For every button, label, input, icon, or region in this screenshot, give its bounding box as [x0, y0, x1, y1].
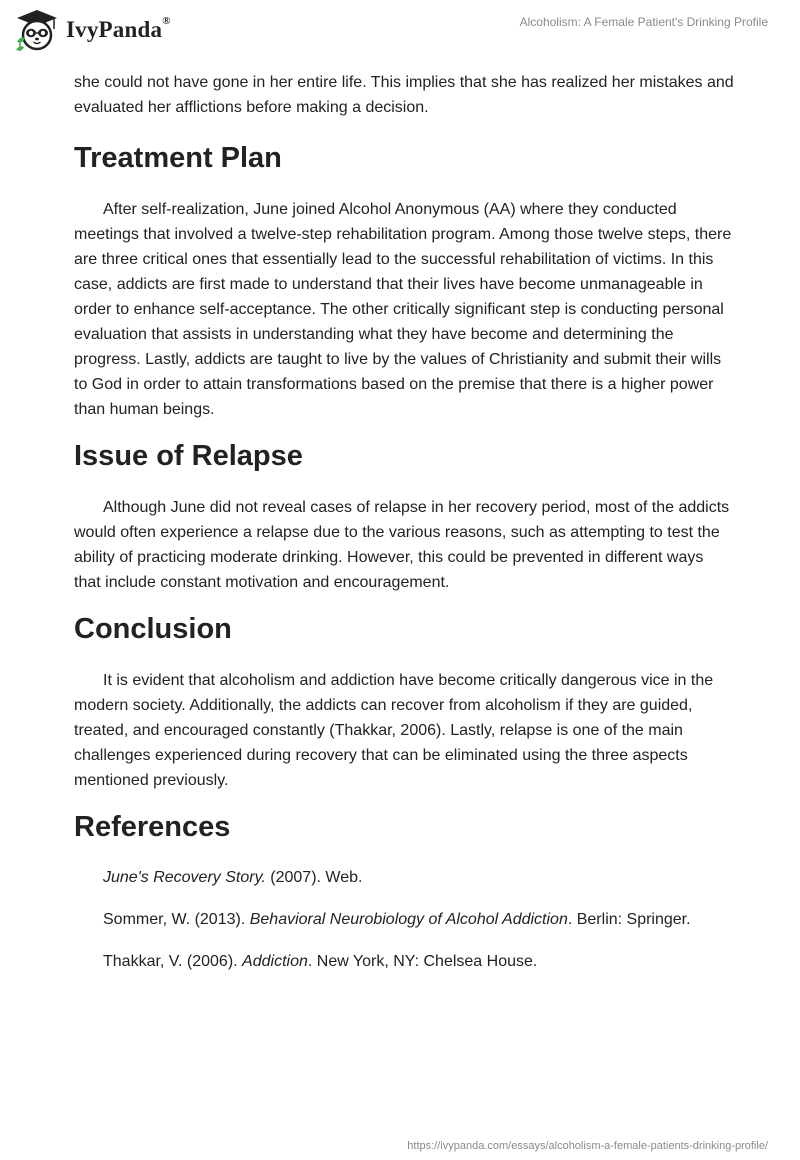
reference-author: Sommer, W. (2013).: [103, 911, 250, 928]
brand-text: IvyPanda: [66, 17, 163, 42]
section-heading-conclusion: Conclusion: [74, 613, 232, 645]
registered-mark: ®: [162, 15, 171, 27]
reference-item: [74, 907, 734, 932]
panda-graduate-icon: [14, 8, 60, 52]
conclusion-paragraph: It is evident that alcoholism and addiction have become critically dangerous vice in the modern society. Additionally, the addicts can recover from alcoholism if they are guided, treated, and encouraged constantly (Thakkar, 2006). Lastly, relapse is one of the main challenges experienced during recovery that can be eliminated using the three aspects mentioned previously.: [74, 672, 714, 789]
reference-details: . New York, NY: Chelsea House.: [307, 953, 538, 970]
ivypanda-logo[interactable]: [14, 8, 171, 52]
section-heading-references: References: [74, 811, 231, 843]
section-heading-treatment-plan: Treatment Plan: [74, 142, 282, 174]
document-title: Alcoholism: A Female Patient's Drinking Profile: [519, 15, 768, 29]
reference-item: [74, 949, 734, 974]
section-heading-issue-of-relapse: Issue of Relapse: [74, 440, 303, 472]
reference-title: June's Recovery Story.: [103, 869, 266, 886]
source-url-link[interactable]: https://ivypanda.com/essays/alcoholism-a-female-patients-drinking-profile/: [407, 1140, 768, 1152]
treatment-plan-paragraph: After self-realization, June joined Alcohol Anonymous (AA) where they conducted meetings that involved a twelve-step rehabilitation program. Among those twelve steps, there are three critical ones that essentially lead to the successful rehabilitation of victims. In this case, addicts are first made to understand that their lives have become unmanageable in order to enhance self-acceptance. The other critically significant step is conducting personal evaluation that assists in understanding what they have become and determining the progress. Lastly, addicts are taught to live by the values of Christianity and submit their wills to God in order to attain transformations based on the premise that there is a higher power than human beings.: [74, 201, 732, 418]
reference-title: Behavioral Neurobiology of Alcohol Addiction: [249, 911, 568, 928]
relapse-paragraph: Although June did not reveal cases of relapse in her recovery period, most of the addicts would often experience a relapse due to the various reasons, such as attempting to test the ability of practicing moderate drinking. However, this could be prevented in different ways that include constant motivation and encouragement.: [74, 499, 730, 591]
reference-details: . Berlin: Springer.: [567, 911, 691, 928]
essay-content: [74, 70, 734, 991]
reference-details: (2007). Web.: [265, 869, 363, 886]
reference-author: Thakkar, V. (2006).: [103, 953, 243, 970]
intro-paragraph: she could not have gone in her entire life. This implies that she has realized her mistakes and evaluated her afflictions before making a decision.: [74, 74, 734, 116]
brand-name: [66, 17, 171, 43]
reference-title: Addiction: [242, 953, 308, 970]
page-header: [0, 0, 800, 62]
reference-item: [74, 865, 734, 890]
